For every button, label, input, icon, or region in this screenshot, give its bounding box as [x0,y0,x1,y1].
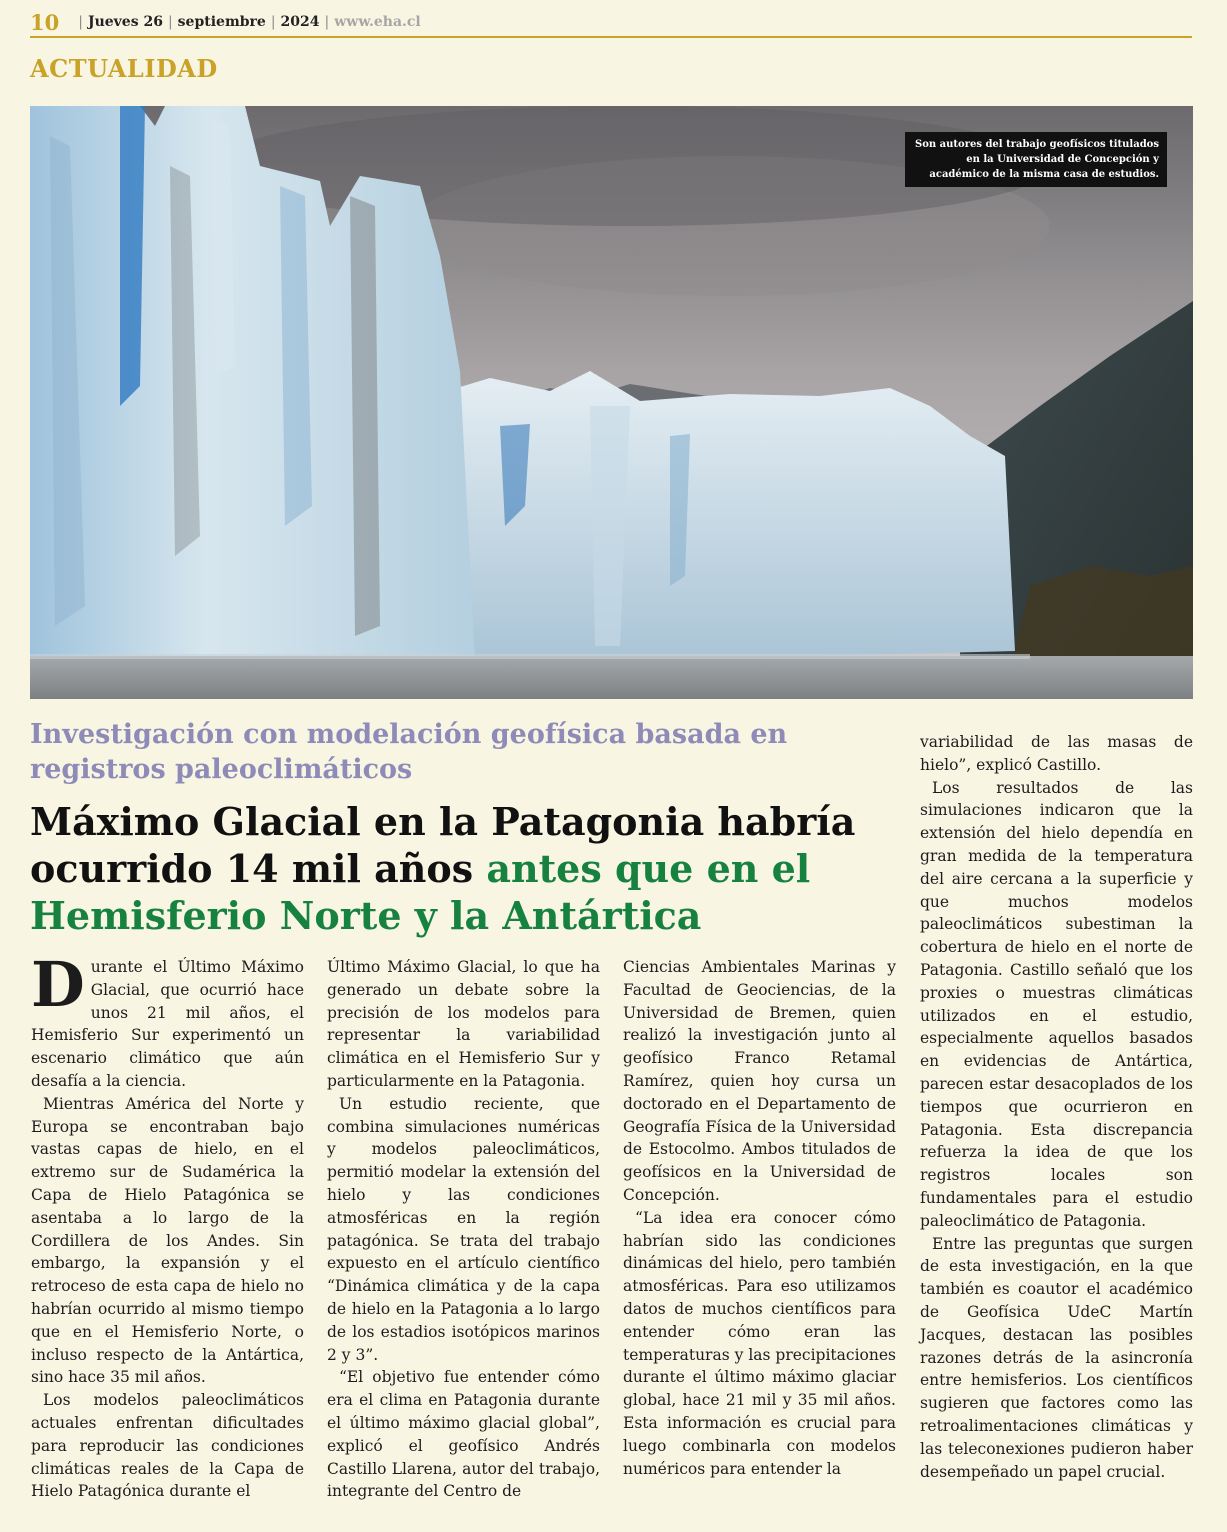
header-month: septiembre [177,14,266,30]
header-day: Jueves 26 [87,14,163,30]
paragraph: “El objetivo fue entender cómo era el clima en Patagonia durante el último máximo glacial global”, explicó el geofísico Andrés Castillo Llarena, autor del trabajo, integrante del Centro de [327,1368,600,1501]
photo-caption: Son autores del trabajo geofísicos titulados en la Universidad de Concepción y académico de la misma casa de estudios. [905,132,1167,187]
paragraph: Entre las preguntas que surgen de esta investigación, en la que también es coautor el académico de Geofísica UdeC Martín Jacques, destacan las posibles razones detrás de la asincronía entre hemisferios. Los científicos sugieren que factores como las retroalimentaciones climáticas y las teleconexiones pudieron haber desempeñado un papel crucial. [920,1234,1193,1481]
section-label: ACTUALIDAD [30,54,218,83]
paragraph: “La idea era conocer cómo habrían sido las condiciones dinámicas del hielo, pero también atmosféricas. Para eso utilizamos datos de muchos científicos para entender cómo eran las temperaturas y las precipitaciones durante el último máximo glaciar global, hace 21 mil y 35 mil años. Esta información es crucial para luego combinarla con modelos numéricos para entender la [623,1208,896,1478]
glacier-illustration [30,106,1193,699]
paragraph: variabilidad de las masas de hielo”, explicó Castillo. [920,733,1193,774]
article-column-2 [327,956,600,1503]
article-column-1 [31,948,304,1503]
header-year: 2024 [280,14,320,30]
kicker: Investigación con modelación geofísica basada en registros paleoclimáticos [30,719,788,785]
paragraph: Un estudio reciente, que combina simulaciones numéricas y modelos paleoclimáticos, permitió modelar la extensión del hielo y las condiciones atmosféricas en la región patagónica. Se trata del trabajo expuesto en el artículo científico “Dinámica climática y de la capa de hielo en la Patagonia a lo largo de los estadios isotópicos marinos 2 y 3”. [327,1094,600,1364]
headline [30,798,910,939]
drop-cap: D [31,948,85,1021]
page-number: 10 [30,9,60,35]
header-website: www.eha.cl [334,14,421,30]
paragraph: Mientras América del Norte y Europa se encontraban bajo vastas capas de hielo, en el extremo sur de Sudamérica la Capa de Hielo Patagónica se asentaba a lo largo de la Cordillera de los Andes. Sin embargo, la expansión y el retroceso de esta capa de hielo no habrían ocurrido al mismo tiempo que en el Hemisferio Norte, o incluso respecto de la Antártica, sino hace 35 mil años. [31,1094,304,1387]
headline-highlight: antes que en el Hemisferio Norte y la Antártica [30,846,811,938]
article-column-4 [920,731,1193,1483]
page-header: 10 | Jueves 26 | septiembre | 2024 | www.eha.cl [30,8,1192,38]
paragraph: Ciencias Ambientales Marinas y Facultad de Geociencias, de la Universidad de Bremen, quien realizó la investigación junto al geofísico Franco Retamal Ramírez, quien hoy cursa un doctorado en el Departamento de Geografía Física de la Universidad de Estocolmo. Ambos titulados de geofísicos en la Universidad de Concepción. [623,958,896,1204]
glacier-photo [30,106,1193,699]
paragraph: Los resultados de las simulaciones indicaron que la extensión del hielo dependía en gran medida de la temperatura del aire cercana a la superficie y que muchos modelos paleoclimáticos subestiman la cobertura de hielo en el norte de Patagonia. Castillo señaló que los proxies o muestras climáticas utilizados en el estudio, especialmente aquellos basados en evidencias de Antártica, parecen estar desacoplados de los tiempos que ocurrieron en Patagonia. Esta discrepancia refuerza la idea de que los registros locales son fundamentales para el estudio paleoclimático de Patagonia. [920,778,1193,1230]
paragraph: Último Máximo Glacial, lo que ha generado un debate sobre la precisión de los modelos para representar la variabilidad climática en el Hemisferio Sur y particularmente en la Patagonia. [327,958,600,1090]
headline-main: Máximo Glacial en la Patagonia habría ocurrido 14 mil años [30,799,856,891]
paragraph: Los modelos paleoclimáticos actuales enfrentan dificultades para reproducir las condiciones climáticas reales de la Capa de Hielo Patagónica durante el [31,1391,304,1501]
article-column-3 [623,956,896,1480]
paragraph: Durante el Último Máximo Glacial, que ocurrió hace unos 21 mil años, el Hemisferio Sur experimentó un escenario climático que aún desafía a la ciencia. [31,948,304,1090]
